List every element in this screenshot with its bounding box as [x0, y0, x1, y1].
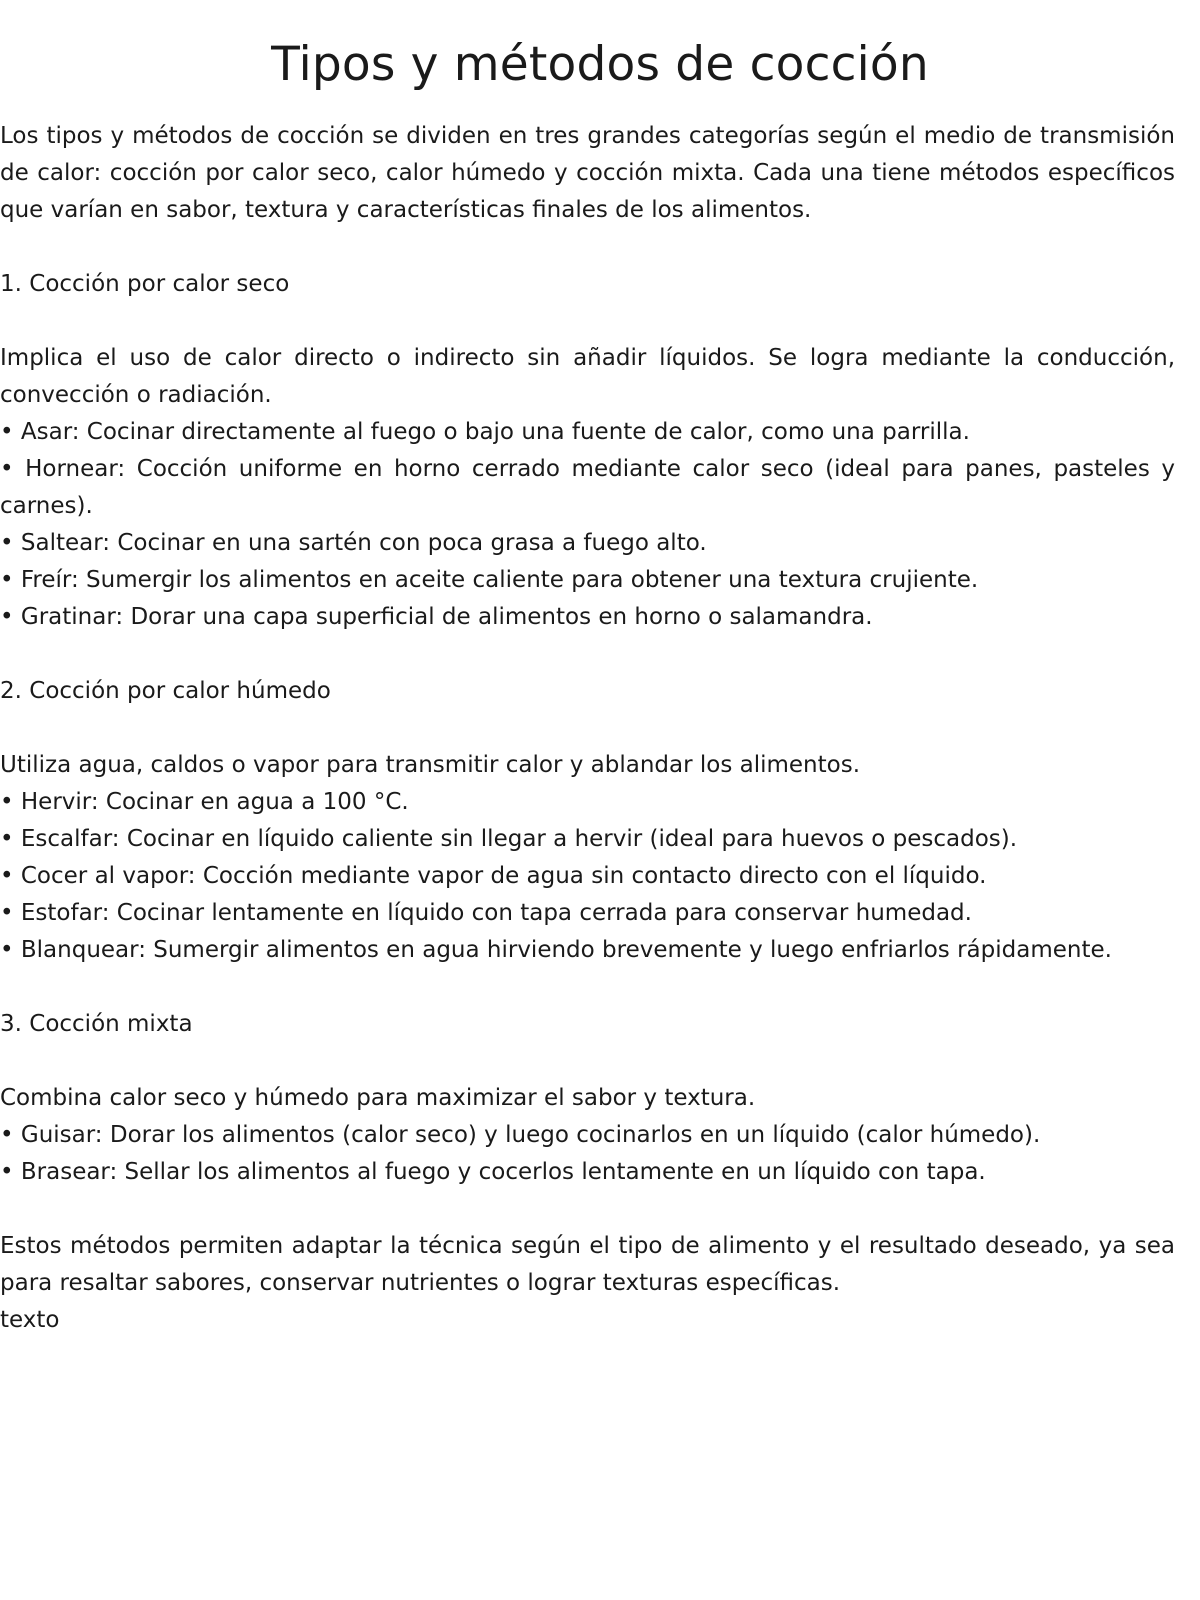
list-item: • Hervir: Cocinar en agua a 100 °C. [0, 789, 409, 815]
spacer [0, 710, 1175, 747]
list-item: • Guisar: Dorar los alimentos (calor seco) y luego cocinarlos en un líquido (calor húmedo). [0, 1122, 1041, 1148]
spacer [0, 969, 1175, 1006]
list-item: • Hornear: Cocción uniforme en horno cerrado mediante calor seco (ideal para panes, pasteles y carnes). [0, 456, 1175, 519]
intro-paragraph: Los tipos y métodos de cocción se dividen en tres grandes categorías según el medio de transmisión de calor: cocción por calor seco, calor húmedo y cocción mixta. Cada una tiene métodos específicos que varían en sabor, textura y características finales de los alimentos. [0, 123, 1175, 223]
trailing-text: texto [0, 1307, 60, 1333]
list-item: • Freír: Sumergir los alimentos en aceite caliente para obtener una textura crujiente. [0, 567, 979, 593]
list-item: • Brasear: Sellar los alimentos al fuego y cocerlos lentamente en un líquido con tapa. [0, 1159, 986, 1185]
section-heading-dry-heat: 1. Cocción por calor seco [0, 271, 290, 297]
section-description-dry-heat: Implica el uso de calor directo o indirecto sin añadir líquidos. Se logra mediante la conducción, convección o radiación. [0, 345, 1175, 408]
list-item: • Blanquear: Sumergir alimentos en agua hirviendo brevemente y luego enfriarlos rápidamente. [0, 937, 1112, 963]
spacer [0, 1043, 1175, 1080]
list-item: • Gratinar: Dorar una capa superficial de alimentos en horno o salamandra. [0, 604, 873, 630]
section-heading-mixed: 3. Cocción mixta [0, 1011, 193, 1037]
spacer [0, 229, 1175, 266]
section-heading-moist-heat: 2. Cocción por calor húmedo [0, 678, 331, 704]
spacer [0, 1191, 1175, 1228]
list-item: • Cocer al vapor: Cocción mediante vapor de agua sin contacto directo con el líquido. [0, 863, 987, 889]
list-item: • Estofar: Cocinar lentamente en líquido con tapa cerrada para conservar humedad. [0, 900, 972, 926]
section-description-moist-heat: Utiliza agua, caldos o vapor para transmitir calor y ablandar los alimentos. [0, 752, 861, 778]
page-title: Tipos y métodos de cocción [271, 37, 929, 92]
list-item: • Saltear: Cocinar en una sartén con poca grasa a fuego alto. [0, 530, 707, 556]
conclusion-paragraph: Estos métodos permiten adaptar la técnica según el tipo de alimento y el resultado deseado, ya sea para resaltar sabores, conservar nutrientes o lograr texturas específicas. [0, 1233, 1175, 1296]
list-item: • Escalfar: Cocinar en líquido caliente sin llegar a hervir (ideal para huevos o pescados). [0, 826, 1018, 852]
spacer [0, 636, 1175, 673]
section-description-mixed: Combina calor seco y húmedo para maximizar el sabor y textura. [0, 1085, 756, 1111]
list-item: • Asar: Cocinar directamente al fuego o bajo una fuente de calor, como una parrilla. [0, 419, 970, 445]
document-body [0, 118, 1175, 1339]
spacer [0, 303, 1175, 340]
